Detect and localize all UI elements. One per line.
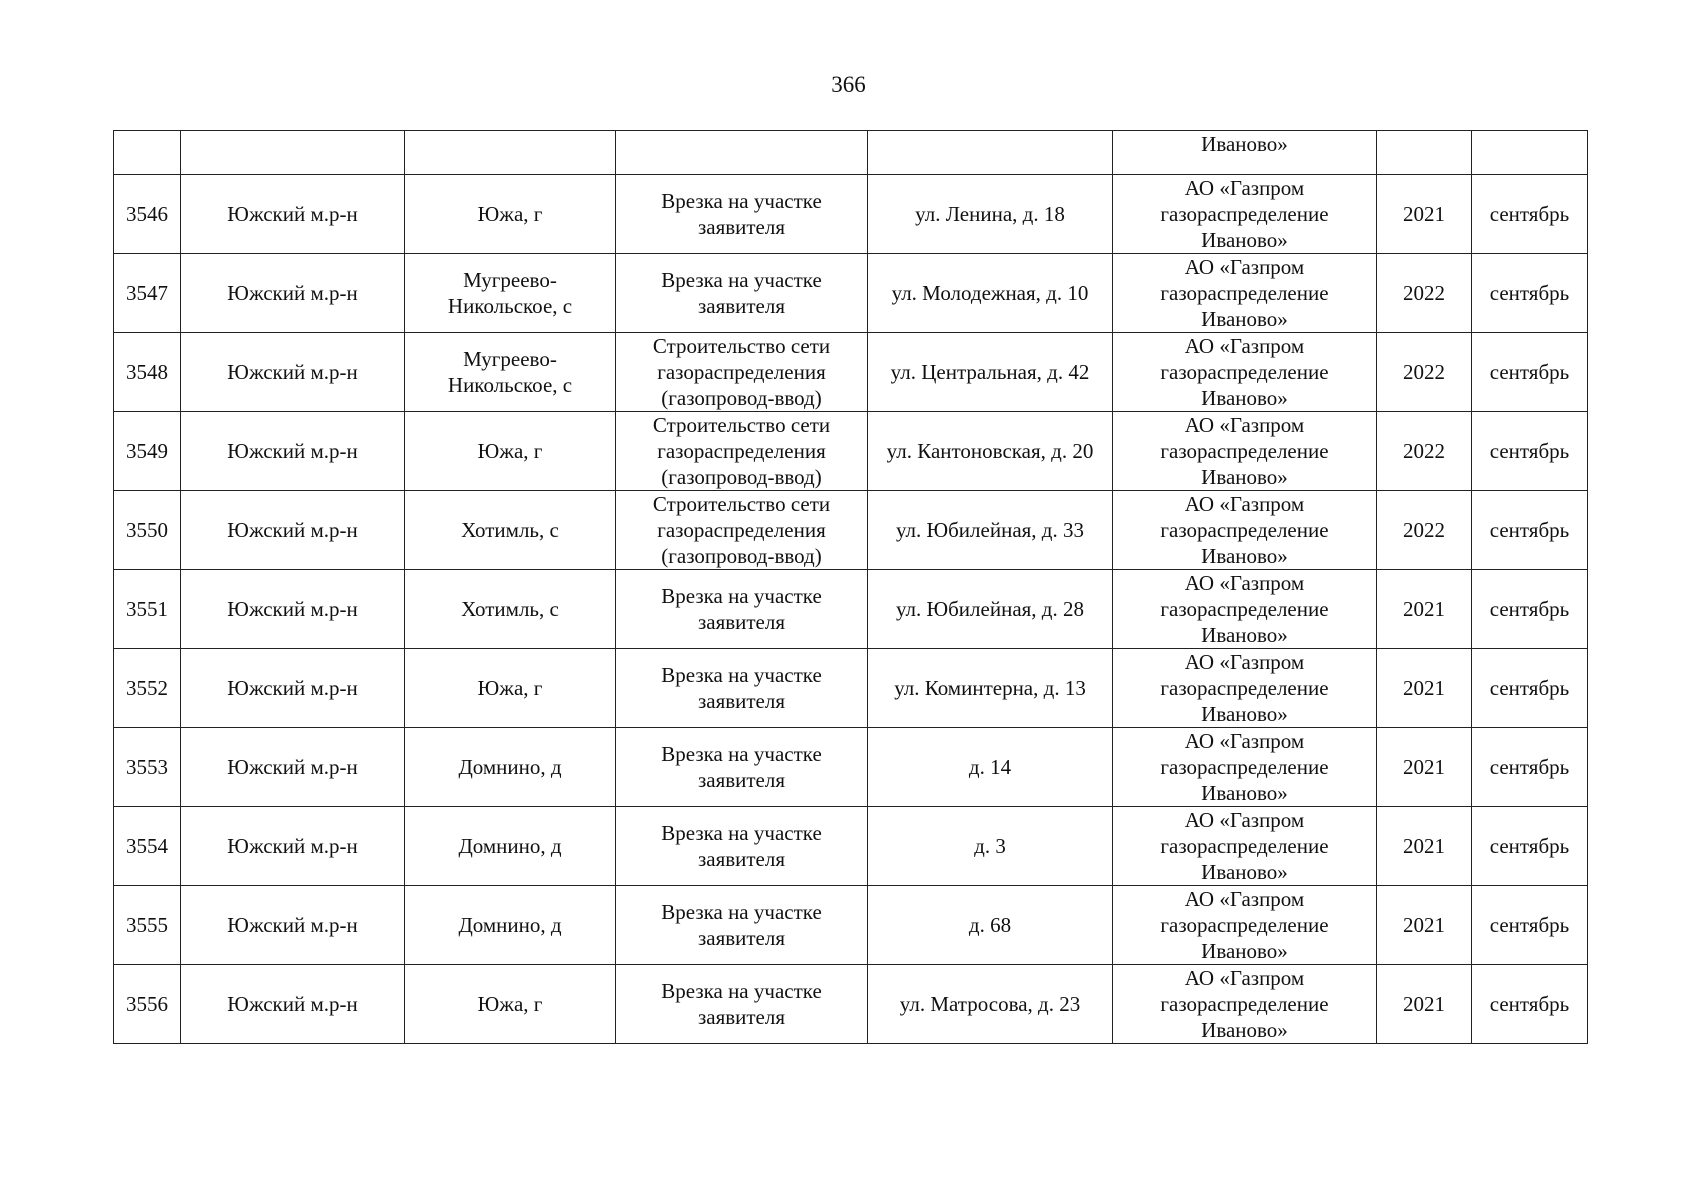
cell-num: 3547 <box>114 254 181 333</box>
cell-num: 3556 <box>114 965 181 1044</box>
cell-operator: АО «Газпром газораспределение Иваново» <box>1113 965 1377 1044</box>
cell-locality: Мугреево- Никольское, с <box>405 333 616 412</box>
cell-year: 2021 <box>1377 728 1472 807</box>
table-body <box>114 131 1588 1044</box>
cell-month: сентябрь <box>1472 254 1588 333</box>
table-row <box>114 570 1588 649</box>
cell-month: сентябрь <box>1472 965 1588 1044</box>
cell-address <box>868 131 1113 175</box>
table-row <box>114 175 1588 254</box>
cell-address: ул. Матросова, д. 23 <box>868 965 1113 1044</box>
cell-operator: АО «Газпром газораспределение Иваново» <box>1113 886 1377 965</box>
cell-num: 3551 <box>114 570 181 649</box>
cell-locality: Хотимль, с <box>405 570 616 649</box>
cell-district: Южский м.р-н <box>181 254 405 333</box>
cell-locality: Южа, г <box>405 412 616 491</box>
cell-operator: Иваново» <box>1113 131 1377 175</box>
cell-work: Врезка на участке заявителя <box>616 886 868 965</box>
cell-work: Строительство сети газораспределения (газопровод-ввод) <box>616 491 868 570</box>
cell-work: Врезка на участке заявителя <box>616 254 868 333</box>
table-row <box>114 886 1588 965</box>
table-row <box>114 412 1588 491</box>
cell-operator: АО «Газпром газораспределение Иваново» <box>1113 807 1377 886</box>
cell-work: Врезка на участке заявителя <box>616 175 868 254</box>
cell-num: 3548 <box>114 333 181 412</box>
cell-operator: АО «Газпром газораспределение Иваново» <box>1113 649 1377 728</box>
cell-address: д. 68 <box>868 886 1113 965</box>
cell-locality: Домнино, д <box>405 886 616 965</box>
page-number: 366 <box>831 72 866 97</box>
cell-month <box>1472 131 1588 175</box>
table-row <box>114 728 1588 807</box>
cell-operator: АО «Газпром газораспределение Иваново» <box>1113 491 1377 570</box>
cell-month: сентябрь <box>1472 333 1588 412</box>
table-row <box>114 965 1588 1044</box>
cell-work: Врезка на участке заявителя <box>616 570 868 649</box>
cell-district: Южский м.р-н <box>181 175 405 254</box>
cell-month: сентябрь <box>1472 491 1588 570</box>
cell-address: ул. Ленина, д. 18 <box>868 175 1113 254</box>
cell-work: Врезка на участке заявителя <box>616 965 868 1044</box>
cell-operator: АО «Газпром газораспределение Иваново» <box>1113 412 1377 491</box>
cell-district: Южский м.р-н <box>181 333 405 412</box>
cell-year: 2022 <box>1377 412 1472 491</box>
cell-locality: Хотимль, с <box>405 491 616 570</box>
cell-locality: Южа, г <box>405 649 616 728</box>
cell-month: сентябрь <box>1472 649 1588 728</box>
cell-locality: Мугреево- Никольское, с <box>405 254 616 333</box>
cell-work: Строительство сети газораспределения (газопровод-ввод) <box>616 333 868 412</box>
cell-work: Врезка на участке заявителя <box>616 807 868 886</box>
cell-num: 3555 <box>114 886 181 965</box>
table-row <box>114 254 1588 333</box>
cell-district: Южский м.р-н <box>181 965 405 1044</box>
cell-address: ул. Юбилейная, д. 28 <box>868 570 1113 649</box>
cell-district: Южский м.р-н <box>181 491 405 570</box>
cell-district: Южский м.р-н <box>181 649 405 728</box>
cell-district: Южский м.р-н <box>181 728 405 807</box>
table-row <box>114 807 1588 886</box>
cell-month: сентябрь <box>1472 412 1588 491</box>
cell-work: Врезка на участке заявителя <box>616 649 868 728</box>
cell-year: 2021 <box>1377 886 1472 965</box>
cell-year: 2022 <box>1377 333 1472 412</box>
cell-month: сентябрь <box>1472 570 1588 649</box>
table-row <box>114 333 1588 412</box>
cell-year <box>1377 131 1472 175</box>
cell-address: ул. Кантоновская, д. 20 <box>868 412 1113 491</box>
cell-year: 2021 <box>1377 175 1472 254</box>
cell-district: Южский м.р-н <box>181 807 405 886</box>
cell-year: 2021 <box>1377 649 1472 728</box>
cell-num: 3550 <box>114 491 181 570</box>
table-row-continuation <box>114 131 1588 175</box>
cell-operator: АО «Газпром газораспределение Иваново» <box>1113 570 1377 649</box>
cell-month: сентябрь <box>1472 175 1588 254</box>
cell-address: ул. Центральная, д. 42 <box>868 333 1113 412</box>
cell-work <box>616 131 868 175</box>
cell-year: 2021 <box>1377 807 1472 886</box>
cell-address: ул. Молодежная, д. 10 <box>868 254 1113 333</box>
cell-district: Южский м.р-н <box>181 412 405 491</box>
cell-num: 3554 <box>114 807 181 886</box>
cell-address: д. 3 <box>868 807 1113 886</box>
cell-operator: АО «Газпром газораспределение Иваново» <box>1113 175 1377 254</box>
cell-address: ул. Коминтерна, д. 13 <box>868 649 1113 728</box>
cell-locality: Южа, г <box>405 175 616 254</box>
cell-month: сентябрь <box>1472 886 1588 965</box>
cell-address: д. 14 <box>868 728 1113 807</box>
cell-num: 3553 <box>114 728 181 807</box>
cell-num: 3552 <box>114 649 181 728</box>
cell-district: Южский м.р-н <box>181 570 405 649</box>
cell-district <box>181 131 405 175</box>
cell-operator: АО «Газпром газораспределение Иваново» <box>1113 728 1377 807</box>
cell-operator: АО «Газпром газораспределение Иваново» <box>1113 333 1377 412</box>
cell-address: ул. Юбилейная, д. 33 <box>868 491 1113 570</box>
cell-year: 2022 <box>1377 254 1472 333</box>
cell-year: 2021 <box>1377 965 1472 1044</box>
cell-month: сентябрь <box>1472 807 1588 886</box>
cell-num <box>114 131 181 175</box>
cell-month: сентябрь <box>1472 728 1588 807</box>
table-row <box>114 649 1588 728</box>
cell-num: 3546 <box>114 175 181 254</box>
cell-year: 2021 <box>1377 570 1472 649</box>
cell-locality <box>405 131 616 175</box>
cell-operator: АО «Газпром газораспределение Иваново» <box>1113 254 1377 333</box>
cell-locality: Домнино, д <box>405 728 616 807</box>
cell-work: Строительство сети газораспределения (газопровод-ввод) <box>616 412 868 491</box>
cell-num: 3549 <box>114 412 181 491</box>
cell-year: 2022 <box>1377 491 1472 570</box>
cell-locality: Южа, г <box>405 965 616 1044</box>
cell-locality: Домнино, д <box>405 807 616 886</box>
table-row <box>114 491 1588 570</box>
cell-district: Южский м.р-н <box>181 886 405 965</box>
cell-work: Врезка на участке заявителя <box>616 728 868 807</box>
gasification-table <box>113 130 1588 1044</box>
